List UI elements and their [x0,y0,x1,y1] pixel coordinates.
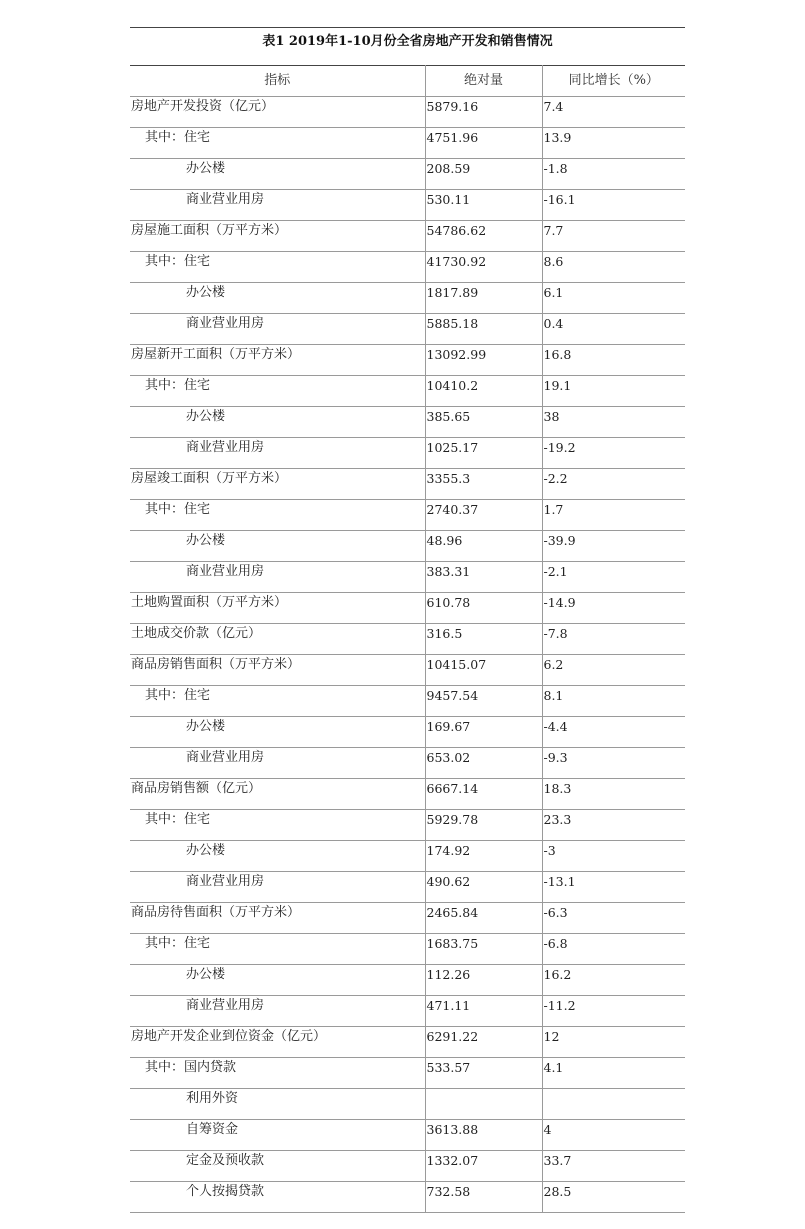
table-row [130,221,685,252]
row-absolute-value: 208.59 [425,159,542,190]
row-yoy-growth: 0.4 [542,314,685,345]
table-row [130,655,685,686]
table-row [130,934,685,965]
row-absolute-value: 54786.62 [425,221,542,252]
row-yoy-growth: -13.1 [542,872,685,903]
table-row [130,500,685,531]
row-yoy-growth: 28.5 [542,1182,685,1213]
row-indicator-label: 商业营业用房 [130,748,425,779]
row-absolute-value: 5879.16 [425,97,542,128]
table-row [130,1089,685,1120]
row-indicator-label: 房地产开发企业到位资金（亿元） [130,1027,425,1058]
row-yoy-growth: -14.9 [542,593,685,624]
row-indicator-label: 土地购置面积（万平方米） [130,593,425,624]
row-yoy-growth: -16.1 [542,190,685,221]
table-row [130,469,685,500]
row-indicator-label: 办公楼 [130,965,425,996]
row-absolute-value: 530.11 [425,190,542,221]
row-yoy-growth: -9.3 [542,748,685,779]
row-absolute-value: 3613.88 [425,1120,542,1151]
table-row [130,965,685,996]
row-yoy-growth: 12 [542,1027,685,1058]
row-absolute-value: 13092.99 [425,345,542,376]
row-yoy-growth: 18.3 [542,779,685,810]
table-body [130,97,685,1213]
row-yoy-growth: -4.4 [542,717,685,748]
row-yoy-growth: 4 [542,1120,685,1151]
row-indicator-label: 自筹资金 [130,1120,425,1151]
statistics-table [130,65,685,1213]
row-yoy-growth: 6.1 [542,283,685,314]
row-indicator-label: 办公楼 [130,531,425,562]
table-row [130,438,685,469]
table-row [130,1151,685,1182]
table-row [130,562,685,593]
row-indicator-label: 其中：住宅 [130,810,425,841]
row-yoy-growth: -7.8 [542,624,685,655]
row-indicator-label: 办公楼 [130,717,425,748]
row-yoy-growth: 7.4 [542,97,685,128]
row-absolute-value: 6667.14 [425,779,542,810]
table-row [130,531,685,562]
row-absolute-value: 5885.18 [425,314,542,345]
row-indicator-label: 商业营业用房 [130,872,425,903]
table-row [130,314,685,345]
row-absolute-value: 2465.84 [425,903,542,934]
row-absolute-value: 732.58 [425,1182,542,1213]
row-absolute-value: 4751.96 [425,128,542,159]
row-indicator-label: 利用外资 [130,1089,425,1120]
table-row [130,1058,685,1089]
row-absolute-value: 48.96 [425,531,542,562]
table-row [130,624,685,655]
row-absolute-value: 1683.75 [425,934,542,965]
row-absolute-value: 383.31 [425,562,542,593]
row-indicator-label: 个人按揭贷款 [130,1182,425,1213]
table-row [130,97,685,128]
row-yoy-growth: -2.2 [542,469,685,500]
row-absolute-value: 533.57 [425,1058,542,1089]
row-absolute-value [425,1089,542,1120]
row-indicator-label: 其中：住宅 [130,934,425,965]
row-absolute-value: 471.11 [425,996,542,1027]
row-indicator-label: 商业营业用房 [130,562,425,593]
report-table-container [130,27,685,1213]
row-absolute-value: 316.5 [425,624,542,655]
row-absolute-value: 1025.17 [425,438,542,469]
row-yoy-growth: 6.2 [542,655,685,686]
table-row [130,190,685,221]
row-absolute-value: 6291.22 [425,1027,542,1058]
row-indicator-label: 办公楼 [130,841,425,872]
row-indicator-label: 办公楼 [130,283,425,314]
table-row [130,407,685,438]
row-absolute-value: 112.26 [425,965,542,996]
row-absolute-value: 5929.78 [425,810,542,841]
row-absolute-value: 10415.07 [425,655,542,686]
table-row [130,748,685,779]
row-yoy-growth: 8.6 [542,252,685,283]
row-yoy-growth: 13.9 [542,128,685,159]
row-absolute-value: 610.78 [425,593,542,624]
table-row [130,376,685,407]
table-row [130,1120,685,1151]
row-absolute-value: 490.62 [425,872,542,903]
header-absolute-value: 绝对量 [425,66,542,97]
row-absolute-value: 10410.2 [425,376,542,407]
row-absolute-value: 169.67 [425,717,542,748]
row-indicator-label: 商业营业用房 [130,438,425,469]
table-row [130,1182,685,1213]
row-yoy-growth: 7.7 [542,221,685,252]
row-indicator-label: 商品房销售面积（万平方米） [130,655,425,686]
table-row [130,128,685,159]
row-yoy-growth: 1.7 [542,500,685,531]
row-yoy-growth: 33.7 [542,1151,685,1182]
row-indicator-label: 其中：住宅 [130,252,425,283]
row-indicator-label: 商业营业用房 [130,996,425,1027]
row-indicator-label: 其中：住宅 [130,128,425,159]
table-row [130,345,685,376]
row-indicator-label: 其中：国内贷款 [130,1058,425,1089]
table-row [130,810,685,841]
row-absolute-value: 3355.3 [425,469,542,500]
row-indicator-label: 房地产开发投资（亿元） [130,97,425,128]
table-row [130,779,685,810]
table-row [130,159,685,190]
row-yoy-growth: -6.3 [542,903,685,934]
row-absolute-value: 653.02 [425,748,542,779]
table-row [130,717,685,748]
row-yoy-growth: -6.8 [542,934,685,965]
row-yoy-growth [542,1089,685,1120]
table-row [130,996,685,1027]
row-absolute-value: 1817.89 [425,283,542,314]
table-row [130,686,685,717]
table-row [130,252,685,283]
row-indicator-label: 房屋竣工面积（万平方米） [130,469,425,500]
row-yoy-growth: 4.1 [542,1058,685,1089]
row-indicator-label: 商业营业用房 [130,190,425,221]
row-indicator-label: 定金及预收款 [130,1151,425,1182]
row-yoy-growth: -39.9 [542,531,685,562]
table-row [130,593,685,624]
row-yoy-growth: -2.1 [542,562,685,593]
row-indicator-label: 商品房销售额（亿元） [130,779,425,810]
row-indicator-label: 商品房待售面积（万平方米） [130,903,425,934]
row-absolute-value: 385.65 [425,407,542,438]
row-yoy-growth: 19.1 [542,376,685,407]
row-indicator-label: 商业营业用房 [130,314,425,345]
row-indicator-label: 房屋新开工面积（万平方米） [130,345,425,376]
row-absolute-value: 174.92 [425,841,542,872]
row-indicator-label: 办公楼 [130,407,425,438]
row-yoy-growth: 16.2 [542,965,685,996]
row-yoy-growth: -19.2 [542,438,685,469]
row-absolute-value: 1332.07 [425,1151,542,1182]
row-absolute-value: 9457.54 [425,686,542,717]
row-yoy-growth: 23.3 [542,810,685,841]
row-yoy-growth: 38 [542,407,685,438]
table-header-row [130,66,685,97]
table-row [130,872,685,903]
table-row [130,1027,685,1058]
row-yoy-growth: 8.1 [542,686,685,717]
row-absolute-value: 2740.37 [425,500,542,531]
row-indicator-label: 其中：住宅 [130,686,425,717]
row-indicator-label: 办公楼 [130,159,425,190]
row-yoy-growth: -1.8 [542,159,685,190]
row-indicator-label: 土地成交价款（亿元） [130,624,425,655]
header-yoy-growth: 同比增长（%） [542,66,685,97]
row-yoy-growth: 16.8 [542,345,685,376]
row-indicator-label: 其中：住宅 [130,500,425,531]
row-absolute-value: 41730.92 [425,252,542,283]
table-row [130,841,685,872]
row-yoy-growth: -11.2 [542,996,685,1027]
header-indicator: 指标 [130,66,425,97]
table-row [130,283,685,314]
table-row [130,903,685,934]
table-title: 表1 2019年1-10月份全省房地产开发和销售情况 [130,27,685,56]
row-indicator-label: 房屋施工面积（万平方米） [130,221,425,252]
row-indicator-label: 其中：住宅 [130,376,425,407]
row-yoy-growth: -3 [542,841,685,872]
